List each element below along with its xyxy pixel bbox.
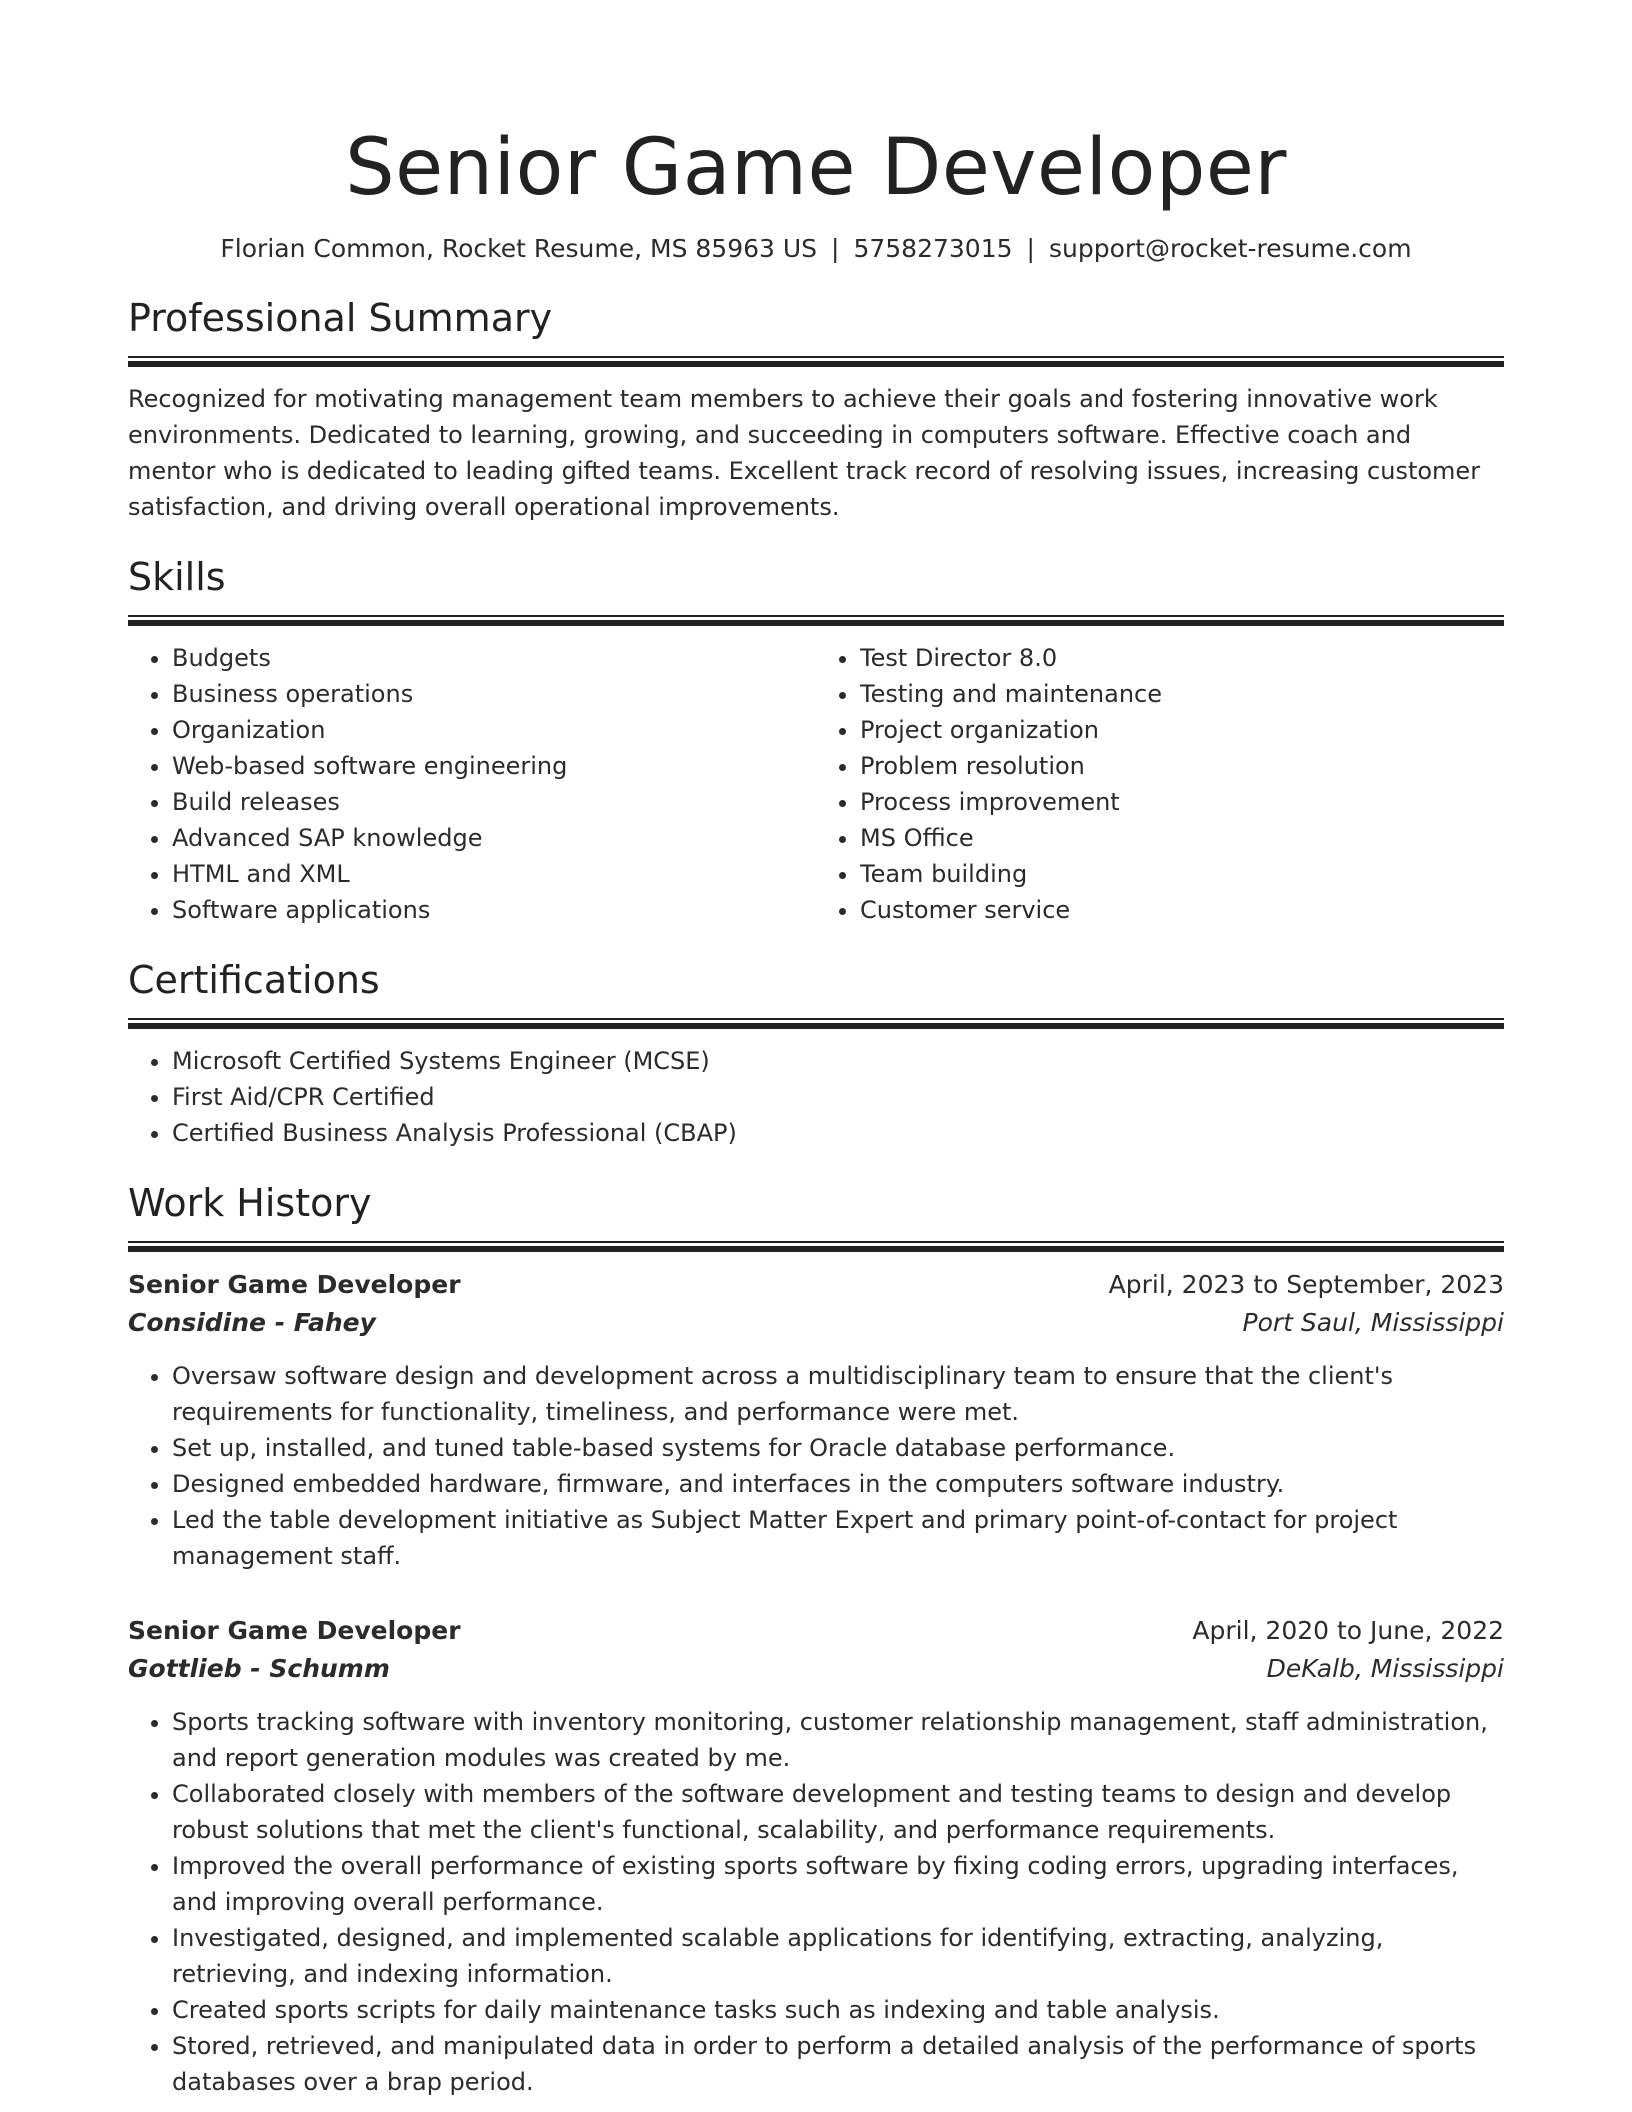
- skills-grid: [128, 640, 1504, 928]
- summary-text: Recognized for motivating management team members to achieve their goals and fostering innovative work environments. Dedicated to learning, growing, and succeeding in computers software. Effective coach and mentor who is dedicated to leading gifted teams. Excellent track record of resolving issues, increasing customer satisfaction, and driving overall operational improvements.: [128, 385, 1481, 521]
- skill-item: • Test Director 8.0: [860, 640, 1504, 676]
- job-header-row: [128, 1612, 1504, 1650]
- job-bullets: [128, 1358, 1504, 1574]
- certifications-list: [128, 1043, 1504, 1151]
- job-dates: April, 2023 to September, 2023: [1108, 1270, 1504, 1299]
- job-entry: [128, 1266, 1504, 1574]
- resume-name: Senior Game Developer: [345, 123, 1287, 213]
- certifications-section: [128, 956, 1504, 1151]
- resume-page: [128, 0, 1504, 2100]
- job-bullet: • Collaborated closely with members of the software development and testing teams to design and develop robust solutions that met the client's functional, scalability, and performance requirements.: [172, 1776, 1504, 1848]
- contact-email: support@rocket-resume.com: [1048, 234, 1412, 263]
- job-bullet: • Investigated, designed, and implemented scalable applications for identifying, extracting, analyzing, retrieving, and indexing information.: [172, 1920, 1504, 1992]
- summary-heading: Professional Summary: [128, 296, 553, 340]
- job-bullet: • Led the table development initiative as Subject Matter Expert and primary point-of-contact for project management staff.: [172, 1502, 1504, 1574]
- section-divider: [128, 356, 1504, 367]
- job-company-row: [128, 1304, 1504, 1342]
- section-divider: [128, 615, 1504, 626]
- skill-item: • Customer service: [860, 892, 1504, 928]
- work-history-section: [128, 1179, 1504, 2100]
- contact-line: [128, 232, 1504, 266]
- skills-list-right: [816, 640, 1504, 928]
- job-bullet: • Oversaw software design and development across a multidisciplinary team to ensure that the client's requirements for functionality, timeliness, and performance were met.: [172, 1358, 1504, 1430]
- job-location: Port Saul, Mississippi: [1242, 1308, 1504, 1337]
- job-dates: April, 2020 to June, 2022: [1192, 1616, 1504, 1645]
- job-company-row: [128, 1650, 1504, 1688]
- skill-item: • Business operations: [172, 676, 816, 712]
- contact-address: Florian Common, Rocket Resume, MS 85963 US: [220, 234, 818, 263]
- section-divider: [128, 1241, 1504, 1252]
- job-company: Gottlieb - Schumm: [128, 1654, 390, 1683]
- certification-item: • Certified Business Analysis Professional (CBAP): [172, 1115, 1504, 1151]
- skill-item: • Project organization: [860, 712, 1504, 748]
- job-bullet: • Designed embedded hardware, firmware, and interfaces in the computers software industry.: [172, 1466, 1504, 1502]
- job-bullet: • Stored, retrieved, and manipulated data in order to perform a detailed analysis of the performance of sports databases over a brap period.: [172, 2028, 1504, 2100]
- skill-item: • Process improvement: [860, 784, 1504, 820]
- skill-item: • Advanced SAP knowledge: [172, 820, 816, 856]
- skills-list-left: [128, 640, 816, 928]
- summary-section: [128, 294, 1504, 525]
- job-entry: [128, 1612, 1504, 2100]
- contact-separator: |: [831, 234, 840, 263]
- job-bullets: [128, 1704, 1504, 2100]
- contact-separator: |: [1026, 234, 1035, 263]
- contact-phone: 5758273015: [853, 234, 1013, 263]
- job-company: Considine - Fahey: [128, 1308, 376, 1337]
- certifications-heading: Certifications: [128, 958, 380, 1002]
- job-bullet: • Set up, installed, and tuned table-based systems for Oracle database performance.: [172, 1430, 1504, 1466]
- job-title: Senior Game Developer: [128, 1270, 461, 1299]
- skills-heading: Skills: [128, 555, 226, 599]
- skill-item: • Testing and maintenance: [860, 676, 1504, 712]
- skill-item: • Problem resolution: [860, 748, 1504, 784]
- certification-item: • First Aid/CPR Certified: [172, 1079, 1504, 1115]
- skills-section: [128, 553, 1504, 928]
- job-bullet: • Created sports scripts for daily maintenance tasks such as indexing and table analysis.: [172, 1992, 1504, 2028]
- skill-item: • Organization: [172, 712, 816, 748]
- skill-item: • Budgets: [172, 640, 816, 676]
- job-bullet: • Improved the overall performance of existing sports software by fixing coding errors, upgrading interfaces, and improving overall performance.: [172, 1848, 1504, 1920]
- skill-item: • MS Office: [860, 820, 1504, 856]
- skill-item: • HTML and XML: [172, 856, 816, 892]
- work-history-heading: Work History: [128, 1181, 372, 1225]
- job-bullet: • Sports tracking software with inventory monitoring, customer relationship management, staff administration, and report generation modules was created by me.: [172, 1704, 1504, 1776]
- section-divider: [128, 1018, 1504, 1029]
- skill-item: • Web-based software engineering: [172, 748, 816, 784]
- skill-item: • Software applications: [172, 892, 816, 928]
- skill-item: • Team building: [860, 856, 1504, 892]
- skill-item: • Build releases: [172, 784, 816, 820]
- job-title: Senior Game Developer: [128, 1616, 461, 1645]
- job-location: DeKalb, Mississippi: [1266, 1654, 1504, 1683]
- job-header-row: [128, 1266, 1504, 1304]
- certification-item: • Microsoft Certified Systems Engineer (MCSE): [172, 1043, 1504, 1079]
